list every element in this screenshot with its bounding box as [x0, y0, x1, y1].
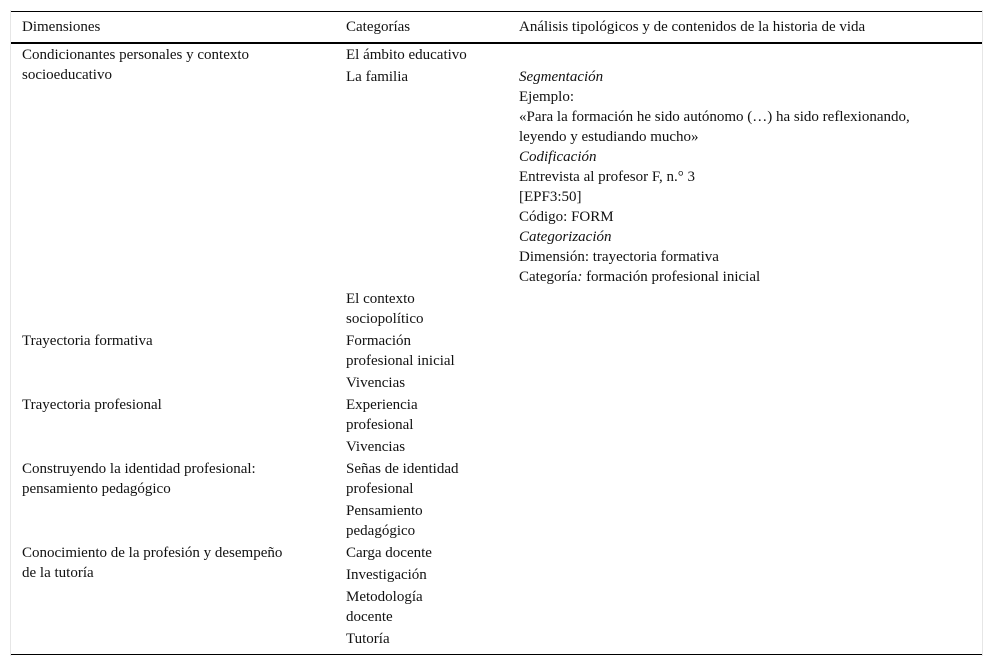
header-analisis: Análisis tipológicos y de contenidos de la historia de vida: [519, 19, 866, 35]
dimension-cell: Conocimiento de la profesión y desempeño: [22, 545, 283, 561]
category-cell: docente: [346, 609, 393, 625]
category-cell: Metodología: [346, 589, 423, 605]
header-dimensiones: Dimensiones: [22, 19, 101, 35]
data-table: [10, 10, 983, 656]
category-cell: Formación: [346, 333, 411, 349]
header-rule: [11, 42, 982, 44]
dimension-cell: Trayectoria formativa: [22, 333, 153, 349]
category-cell: Experiencia: [346, 397, 418, 413]
category-cell: El contexto: [346, 291, 415, 307]
category-cell: Pensamiento: [346, 503, 423, 519]
category-colon: :: [577, 269, 583, 285]
category-label: Categoría: [519, 269, 578, 285]
example-quote: leyendo y estudiando mucho»: [519, 129, 699, 145]
coding-heading: Codificación: [519, 149, 597, 165]
category-cell: Investigación: [346, 567, 427, 583]
table-bottom-rule: [11, 654, 982, 655]
header-categorias: Categorías: [346, 19, 411, 35]
dimension-cell: Construyendo la identidad profesional:: [22, 461, 256, 477]
dimension-cell: socioeducativo: [22, 67, 112, 83]
category-cell: Vivencias: [346, 439, 406, 455]
dimension-value: Dimensión: trayectoria formativa: [519, 249, 719, 265]
dimension-cell: pensamiento pedagógico: [22, 481, 171, 497]
dimension-cell: Condicionantes personales y contexto: [22, 47, 250, 63]
category-cell: sociopolítico: [346, 311, 424, 327]
example-label: Ejemplo:: [519, 89, 574, 105]
category-cell: Señas de identidad: [346, 461, 459, 477]
category-value: [519, 267, 760, 287]
category-cell: El ámbito educativo: [346, 47, 467, 63]
interview-reference: Entrevista al profesor F, n.° 3: [519, 169, 696, 185]
category-cell: Tutoría: [346, 631, 390, 647]
example-quote: «Para la formación he sido autónomo (…) ha sido reflexionando,: [519, 109, 910, 125]
code-label: Código: FORM: [519, 209, 614, 225]
dimension-cell: Trayectoria profesional: [22, 397, 162, 413]
category-cell: pedagógico: [346, 523, 416, 539]
categorization-heading: Categorización: [519, 229, 612, 245]
source-reference: [EPF3:50]: [519, 189, 582, 205]
category-cell: profesional: [346, 417, 414, 433]
segmentation-heading: Segmentación: [519, 69, 604, 85]
category-cell: profesional: [346, 481, 414, 497]
dimension-cell: de la tutoría: [22, 565, 94, 581]
table-top-rule: [11, 11, 982, 12]
category-cell: profesional inicial: [346, 353, 455, 369]
category-text: formación profesional inicial: [582, 269, 761, 285]
category-cell: Vivencias: [346, 375, 406, 391]
category-cell: La familia: [346, 69, 409, 85]
category-cell: Carga docente: [346, 545, 432, 561]
